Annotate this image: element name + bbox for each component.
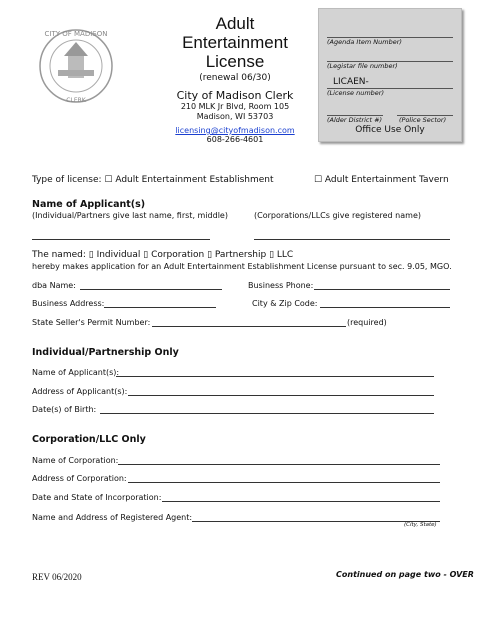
ind-dob-label: Date(s) of Birth: [32,405,97,414]
legistar-label: (Legistar file number) [327,62,398,70]
corp-address-label: Address of Corporation: [32,474,127,483]
title-line-1: Adult [215,14,255,33]
individual-name-field[interactable] [32,231,210,240]
city-zip-field[interactable] [320,299,450,308]
phone-number: 608-266-4601 [206,135,264,144]
applicant-heading: Name of Applicant(s) [32,199,146,210]
city-seal [34,26,124,106]
license-type-label: Type of license: [32,175,102,185]
corp-agent-field[interactable] [192,513,440,522]
police-field[interactable] [397,101,453,116]
legistar-field[interactable] [327,47,453,62]
address-line-1: 210 MLK Jr Blvd, Room 105 [180,102,290,111]
named-options[interactable]: ▯ Individual ▯ Corporation ▯ Partnership ▯ LLC [88,250,294,260]
business-address-field[interactable] [104,299,216,308]
corp-date-state-field[interactable] [162,493,440,502]
office-use-box [318,8,462,142]
alder-field[interactable] [327,101,383,116]
license-type-row [32,175,274,185]
license-label: (License number) [327,89,385,97]
office-use-label: Office Use Only [355,125,425,135]
individual-heading: Individual/Partnership Only [32,347,179,358]
svg-text:CITY OF MADISON: CITY OF MADISON [44,30,108,38]
seller-permit-field[interactable] [152,318,346,327]
business-phone-field[interactable] [314,281,450,290]
ind-address-field[interactable] [128,387,434,396]
business-phone-label: Business Phone: [248,281,314,290]
named-label: The named: [32,250,86,260]
business-address-label: Business Address: [32,299,105,308]
checkbox-establishment[interactable]: ☐ Adult Entertainment Establishment [104,175,274,185]
corp-date-state-label: Date and State of Incorporation: [32,493,162,502]
ind-name-field[interactable] [116,368,434,377]
ind-dob-field[interactable] [100,405,434,414]
address-line-2: Madison, WI 53703 [196,112,274,121]
dba-label: dba Name: [32,281,76,290]
ind-address-label: Address of Applicant(s): [32,387,128,396]
clerk-name: City of Madison Clerk [176,89,294,102]
header-block [150,14,320,144]
corp-name-field[interactable] [118,456,440,465]
title-line-3: License [205,52,265,71]
applicant-hint-right: (Corporations/LLCs give registered name) [254,211,421,220]
checkbox-tavern[interactable]: ☐ Adult Entertainment Tavern [314,175,449,185]
city-state-hint: (City, State) [404,522,437,528]
continued-note: Continued on page two - OVER [336,570,474,579]
required-note: (required) [347,318,387,327]
corp-agent-label: Name and Address of Registered Agent: [32,513,193,522]
dba-field[interactable] [80,281,222,290]
title-line-2: Entertainment [182,33,288,52]
city-zip-label: City & Zip Code: [252,299,318,308]
named-statement: hereby makes application for an Adult Entertainment Establishment License pursuant to sec. 9.05, MGO. [32,262,452,271]
agenda-label: (Agenda Item Number) [327,38,402,46]
license-field[interactable] [327,74,453,89]
revision-note: REV 06/2020 [32,572,82,582]
corporation-name-field[interactable] [254,231,450,240]
email-link[interactable]: licensing@cityofmadison.com [175,126,295,135]
corp-address-field[interactable] [128,474,440,483]
police-label: (Police Sector) [399,116,447,124]
corp-heading: Corporation/LLC Only [32,434,146,445]
applicant-hint-left: (Individual/Partners give last name, first, middle) [32,211,228,220]
renewal-note: (renewal 06/30) [199,73,271,83]
ind-name-label: Name of Applicant(s): [32,368,120,377]
seller-permit-label: State Seller's Permit Number: [32,318,151,327]
license-prefix: LICAEN- [333,77,369,87]
svg-text:CLERK: CLERK [66,97,86,104]
alder-label: (Alder District #) [327,116,383,124]
agenda-field[interactable] [327,23,453,38]
named-row [32,250,293,260]
corp-name-label: Name of Corporation: [32,456,119,465]
